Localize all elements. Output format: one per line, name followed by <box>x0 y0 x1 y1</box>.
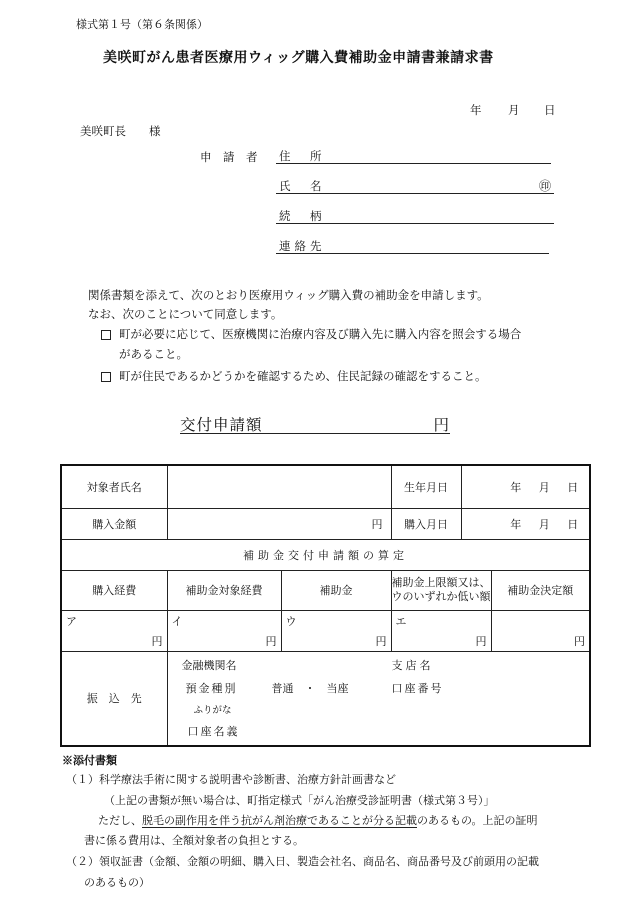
account-no-label: 口座番号 <box>391 681 444 695</box>
date-year: 年 <box>470 103 482 117</box>
transfer-label: 振 込 先 <box>61 651 167 746</box>
relationship-label: 続 柄 <box>279 209 326 223</box>
name-label: 氏 名 <box>279 179 326 193</box>
calc-header: 補助金交付申請額の算定 <box>61 539 590 570</box>
value-a[interactable] <box>61 610 167 651</box>
value-u[interactable] <box>281 610 391 651</box>
proviso-underlined: 脱毛の副作用を伴う抗がん剤治療であることが分る記載 <box>142 814 417 827</box>
transfer-details <box>167 651 590 746</box>
attachments-heading: ※添付書類 <box>62 754 117 767</box>
address-label: 住 所 <box>279 149 326 163</box>
applicant-contact-field[interactable] <box>276 237 549 254</box>
date-day: 日 <box>544 103 556 117</box>
attachment-1-cost: 書に係る費用は、全額対象者の負担とする。 <box>84 834 304 847</box>
applicant-name-field[interactable] <box>276 177 554 194</box>
purchase-amount-label: 購入金額 <box>61 508 167 539</box>
birth-day: 日 <box>567 480 579 494</box>
attachment-1: （１）科学療法手術に関する説明書や診断書、治療方針計画書など <box>66 773 396 786</box>
consent-1-text: 町が必要に応じて、医療機関に治療内容及び購入先に購入内容を照会する場合 <box>119 327 522 341</box>
purchase-date-label: 購入月日 <box>391 508 461 539</box>
col-cap-line2: ウのいずれか低い額 <box>391 590 491 603</box>
contact-label: 連絡先 <box>279 239 326 253</box>
body-line-1: 関係書類を添えて、次のとおり医療用ウィッグ購入費の補助金を申請します。 <box>88 288 489 302</box>
marker-e: エ <box>395 614 407 628</box>
birthdate-cell[interactable] <box>461 465 590 508</box>
yen-a: 円 <box>151 634 163 648</box>
form-number: 様式第１号（第６条関係） <box>76 18 208 31</box>
deposit-type-label: 預金種別 <box>185 681 238 695</box>
purchase-yen: 円 <box>371 517 383 531</box>
applicant-relationship-field[interactable] <box>276 207 554 224</box>
purchase-date-cell[interactable] <box>461 508 590 539</box>
col-subsidy: 補助金 <box>281 570 391 610</box>
subject-name-label: 対象者氏名 <box>61 465 167 508</box>
purchase-month: 月 <box>538 517 550 531</box>
consent-item-2 <box>101 368 487 384</box>
application-amount[interactable] <box>180 413 450 434</box>
value-decided[interactable] <box>491 610 590 651</box>
birth-month: 月 <box>538 480 550 494</box>
branch-label: 支店名 <box>391 658 434 672</box>
account-holder-label: 口座名義 <box>187 724 240 738</box>
body-line-2: なお、次のことについて同意します。 <box>88 307 283 321</box>
value-e[interactable] <box>391 610 491 651</box>
col-purchase-cost: 購入経費 <box>61 570 167 610</box>
yen-u: 円 <box>375 634 387 648</box>
birth-year: 年 <box>510 480 522 494</box>
checkbox-1[interactable] <box>101 330 111 340</box>
consent-item-1 <box>101 326 521 342</box>
form-title: 美咲町がん患者医療用ウィッグ購入費補助金申請書兼請求書 <box>103 50 494 66</box>
col-decided: 補助金決定額 <box>491 570 590 610</box>
birthdate-label: 生年月日 <box>391 465 461 508</box>
marker-u: ウ <box>285 614 297 628</box>
bank-name-label: 金融機関名 <box>181 658 237 672</box>
purchase-amount-cell[interactable] <box>167 508 391 539</box>
amount-label: 交付申請額 <box>180 416 263 434</box>
bank-name-input[interactable] <box>258 655 378 669</box>
marker-a: ア <box>66 614 77 628</box>
applicant-label: 申 請 者 <box>200 150 258 164</box>
applicant-address-field[interactable] <box>276 147 551 164</box>
consent-2-text: 町が住民であるかどうかを確認するため、住民記録の確認をすること。 <box>119 369 487 383</box>
col-cap <box>391 570 491 610</box>
proviso-prefix: ただし、 <box>98 814 142 827</box>
value-i[interactable] <box>167 610 281 651</box>
attachment-2-cont: のあるもの） <box>84 876 150 889</box>
amount-unit: 円 <box>433 416 450 434</box>
checkbox-2[interactable] <box>101 372 111 382</box>
attachment-2: （２）領収証書（金額、金額の明細、購入日、製造会社名、商品名、商品番号及び前頭用の記載 <box>66 855 539 868</box>
yen-i: 円 <box>265 634 277 648</box>
seal-mark: ㊞ <box>538 179 551 193</box>
subject-name-cell[interactable] <box>167 465 391 508</box>
application-table <box>60 464 591 747</box>
consent-item-1-cont: があること。 <box>119 347 188 361</box>
attachment-1-note: （上記の書類が無い場合は、町指定様式「がん治療受診証明書（様式第３号）」 <box>104 794 495 807</box>
yen-decided: 円 <box>574 634 586 648</box>
purchase-day: 日 <box>567 517 579 531</box>
yen-e: 円 <box>475 634 487 648</box>
deposit-type-options[interactable]: 普通 ・ 当座 <box>271 681 349 695</box>
addressee: 美咲町長 様 <box>80 124 161 138</box>
col-eligible-cost: 補助金対象経費 <box>167 570 281 610</box>
col-cap-line1: 補助金上限額又は、 <box>391 576 491 589</box>
attachment-1-proviso <box>98 812 538 828</box>
marker-i: イ <box>171 614 183 628</box>
furigana-label: ふりがな <box>193 704 232 716</box>
proviso-suffix: のあるもの。上記の証明 <box>417 814 538 827</box>
purchase-year: 年 <box>510 517 522 531</box>
date-month: 月 <box>508 103 520 117</box>
